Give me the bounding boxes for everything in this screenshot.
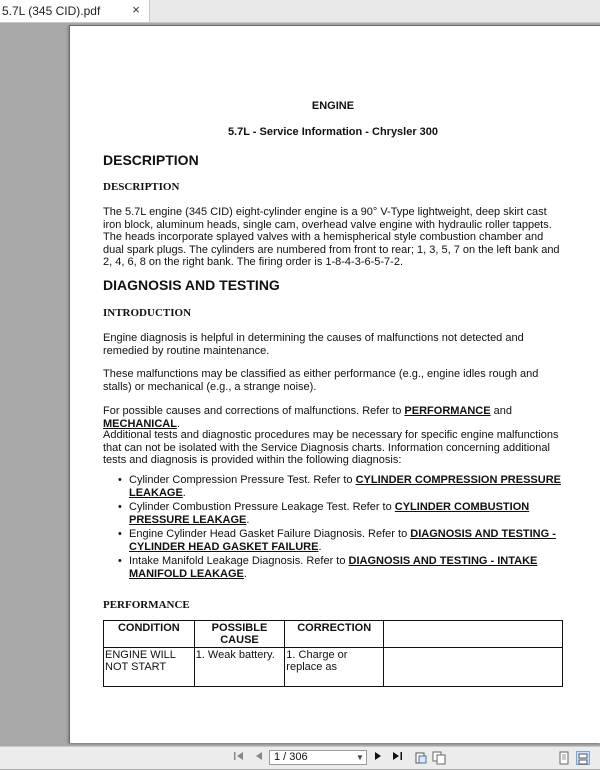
continuous-view-icon[interactable] <box>576 751 590 765</box>
table-cell: 1. Charge or replace as <box>285 648 384 687</box>
table-header: POSSIBLE CAUSE <box>194 621 285 648</box>
intro-paragraph-3 <box>103 405 561 430</box>
diagnosis-list <box>103 474 561 582</box>
list-item-end: . <box>246 513 250 526</box>
introduction-subheading: INTRODUCTION <box>103 307 192 319</box>
intro-p3-post: . <box>176 417 181 430</box>
document-viewer[interactable] <box>0 23 600 745</box>
list-item-text: Engine Cylinder Head Gasket Failure Diagnosis. Refer to <box>129 528 411 540</box>
doc-header: ENGINE <box>311 100 355 112</box>
page-dropdown-icon[interactable]: ▼ <box>356 753 364 762</box>
head-gasket-link[interactable]: DIAGNOSIS AND TESTING - CYLINDER HEAD GASKET FAILURE <box>129 528 556 553</box>
list-item-end: . <box>243 567 247 580</box>
performance-table <box>103 620 563 687</box>
list-item <box>129 555 561 580</box>
list-item-text: Intake Manifold Leakage Diagnosis. Refer to <box>129 555 349 567</box>
list-item <box>129 501 561 526</box>
list-item-end: . <box>182 486 186 499</box>
description-heading: DESCRIPTION <box>103 152 199 168</box>
page-navigation-bar <box>0 746 600 769</box>
performance-link[interactable]: PERFORMANCE <box>404 405 491 417</box>
doc-subheader: 5.7L - Service Information - Chrysler 300 <box>227 126 439 138</box>
combustion-pressure-link[interactable]: CYLINDER COMBUSTION PRESSURE LEAKAGE <box>129 501 530 526</box>
last-page-icon[interactable] <box>390 750 404 766</box>
prev-page-icon[interactable] <box>252 750 266 766</box>
table-header-row <box>104 621 563 648</box>
tab-title: 5.7L (345 CID).pdf <box>2 4 101 18</box>
tab-bar <box>0 0 600 23</box>
intro-paragraph-1: Engine diagnosis is helpful in determining the causes of malfunctions not detected and remedied by routine maintenance. <box>103 332 524 357</box>
pdf-page <box>69 25 600 743</box>
intro-p3-mid: and <box>490 405 513 417</box>
page-number-input[interactable]: 1 / 306 <box>269 750 367 765</box>
performance-subheading: PERFORMANCE <box>103 599 190 611</box>
intake-manifold-link[interactable]: DIAGNOSIS AND TESTING - INTAKE MANIFOLD LEAKAGE <box>129 555 538 580</box>
document-tab[interactable] <box>0 0 150 22</box>
table-cell: 1. Weak battery. <box>194 648 285 687</box>
first-page-icon[interactable] <box>232 750 246 766</box>
single-page-view-icon[interactable] <box>557 751 571 765</box>
intro-p3-pre: For possible causes and corrections of malfunctions. Refer to <box>103 405 405 417</box>
list-item-end: . <box>318 540 322 553</box>
intro-paragraph-2: These malfunctions may be classified as either performance (e.g., engine idles rough and stalls) or mechanical (e.g., a strange noise). <box>103 368 539 393</box>
table-header: CORRECTION <box>285 621 384 648</box>
compression-pressure-link[interactable]: CYLINDER COMPRESSION PRESSURE LEAKAGE <box>129 474 561 499</box>
next-page-icon[interactable] <box>371 750 385 766</box>
description-text: The 5.7L engine (345 CID) eight-cylinder engine is a 90° V-Type lightweight, deep skirt cast iron block, aluminum heads, single cam, overhead valve engine with hydraulic roller tappets. The heads incorporate splayed valves with a hemispherical style combustion chamber and dual spark plugs. The cylinders are numbered from front to rear; 1, 3, 5, 7 on the left bank and 2, 4, 6, 8 on the right bank. The firing order is 1-8-4-3-6-5-7-2. <box>103 206 560 268</box>
table-header: CONDITION <box>104 621 195 648</box>
intro-paragraph-4: Additional tests and diagnostic procedures may be necessary for specific engine malfunctions that can not be isolated with the Service Diagnosis charts. Information concerning additional tests and diagnosis is provided within the following diagnosis: <box>103 429 559 466</box>
list-item-text: Cylinder Compression Pressure Test. Refer to <box>129 474 356 486</box>
table-cell <box>384 648 563 687</box>
table-row <box>104 648 563 687</box>
list-item <box>129 474 561 499</box>
list-item-text: Cylinder Combustion Pressure Leakage Test. Refer to <box>129 501 395 513</box>
close-tab-icon[interactable]: × <box>132 2 140 17</box>
table-header <box>384 621 563 648</box>
table-cell: ENGINE WILL NOT START <box>104 648 195 687</box>
copy-page-icon[interactable] <box>432 751 446 765</box>
mechanical-link[interactable]: MECHANICAL <box>103 417 177 430</box>
rotate-page-icon[interactable] <box>414 751 428 765</box>
description-subheading: DESCRIPTION <box>103 181 180 193</box>
diagnosis-heading: DIAGNOSIS AND TESTING <box>103 277 280 293</box>
list-item <box>129 528 561 553</box>
